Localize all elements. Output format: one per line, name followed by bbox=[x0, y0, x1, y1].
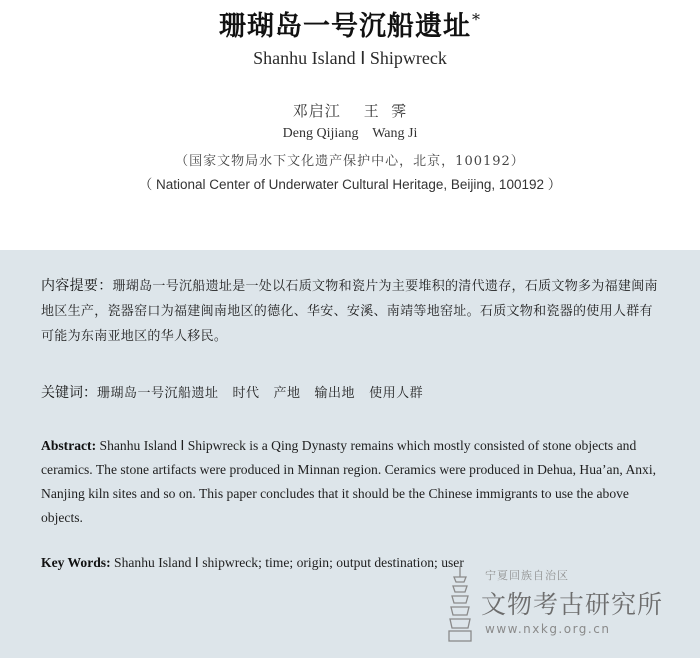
watermark-region: 宁夏回族自治区 bbox=[485, 569, 569, 582]
article-header bbox=[0, 0, 700, 250]
abstract-cn bbox=[41, 274, 666, 349]
keyword-cn: 使用人群 bbox=[369, 386, 424, 401]
title-cn-text: 珊瑚岛一号沉船遗址 bbox=[219, 11, 471, 42]
keyword-cn: 产地 bbox=[273, 386, 301, 401]
abstract-cn-text: 珊瑚岛一号沉船遗址是一处以石质文物和瓷片为主要堆积的清代遗存，石质文物多为福建闽南地区生产，瓷器窑口为福建闽南地区的德化、华安、安溪、南靖等地窑址。石质文物和瓷器的使用人群有可能为东南亚地区的华人移民。 bbox=[41, 279, 658, 344]
keywords-cn-label: 关键词： bbox=[41, 385, 97, 401]
keyword-cn: 珊瑚岛一号沉船遗址 bbox=[97, 386, 219, 401]
watermark bbox=[445, 565, 685, 645]
affiliation-cn: （国家文物局水下文化遗产保护中心，北京，100192） bbox=[175, 154, 525, 169]
keywords-en-label: Key Words: bbox=[41, 555, 111, 570]
pagoda-icon bbox=[445, 565, 475, 643]
abstract-en-label: Abstract: bbox=[41, 438, 97, 453]
title-cn bbox=[0, 4, 700, 43]
affiliation-en: （ National Center of Underwater Cultural Heritage, Beijing, 100192 ） bbox=[138, 177, 562, 192]
keyword-cn: 输出地 bbox=[314, 386, 356, 401]
watermark-name: 文物考古研究所 bbox=[481, 590, 664, 619]
title-footnote-marker[interactable]: * bbox=[472, 10, 481, 29]
keywords-en-text: Shanhu Island Ⅰ shipwreck; time; origin; output destination; user bbox=[110, 555, 464, 570]
keywords-cn bbox=[41, 383, 666, 404]
keyword-cn: 时代 bbox=[232, 386, 260, 401]
abstract-en-text: Shanhu Island Ⅰ Shipwreck is a Qing Dynasty remains which mostly consisted of stone objects and ceramics. The stone artifacts were produced in Minnan region. Ceramics were produced in Dehua, Hua’an, Anxi, Nanjing kiln sites and so on. This paper concludes that it should be the Chinese immigrants to use the above objects. bbox=[41, 438, 657, 525]
title-en: Shanhu Island Ⅰ Shipwreck bbox=[253, 48, 447, 68]
abstract-en bbox=[41, 434, 666, 530]
abstract-cn-label: 内容提要： bbox=[41, 278, 113, 294]
authors-cn: 邓启江 王 霁 bbox=[292, 102, 408, 120]
watermark-url[interactable]: www.nxkg.org.cn bbox=[485, 622, 611, 636]
authors-en: Deng Qijiang Wang Ji bbox=[282, 126, 418, 141]
